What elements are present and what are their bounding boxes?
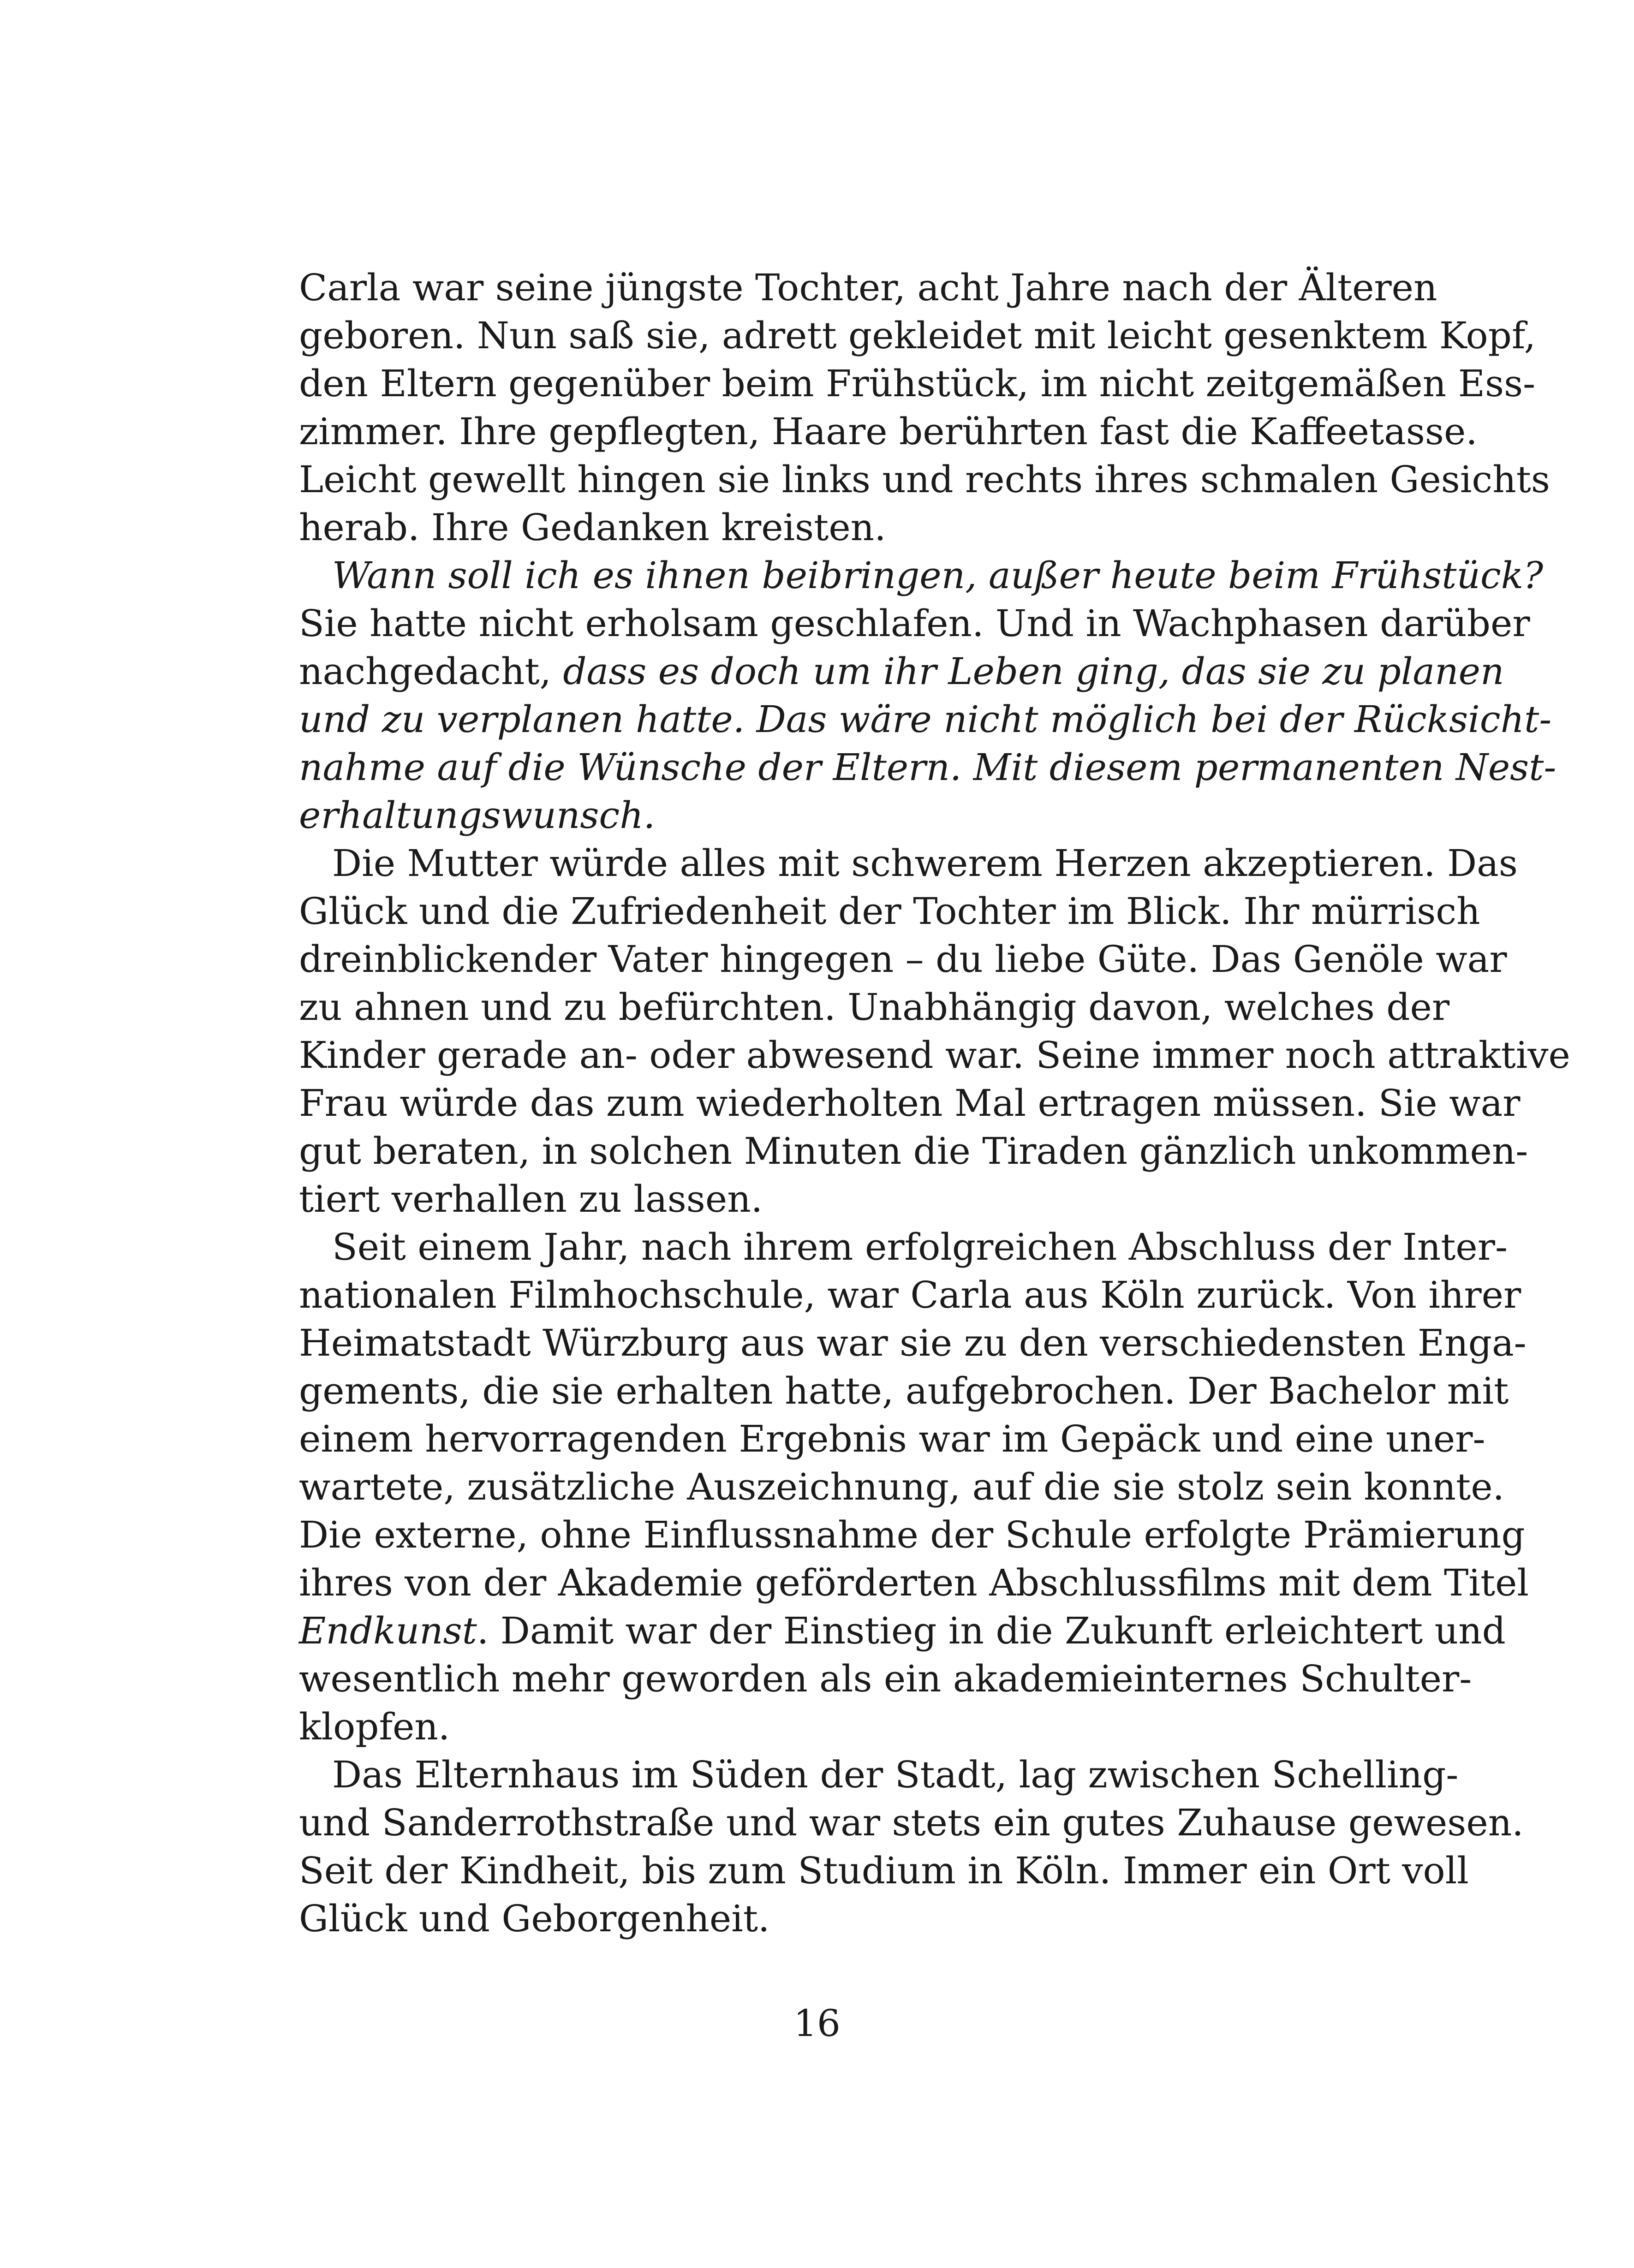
text-segment: geboren. Nun saß sie, adrett gekleidet mit leicht gesenktem Kopf, <box>299 314 1536 357</box>
text-segment: den Eltern gegenüber beim Frühstück, im nicht zeitgemäßen Ess- <box>299 362 1536 405</box>
text-segment: Glück und Geborgenheit. <box>299 1897 770 1940</box>
text-segment: und Sanderrothstraße und war stets ein gutes Zuhause gewesen. <box>299 1801 1524 1844</box>
text-line <box>299 264 1437 312</box>
text-line <box>299 648 1504 696</box>
text-segment: Das Elternhaus im Süden der Stadt, lag zwischen Schelling- <box>332 1753 1459 1796</box>
paragraph <box>299 839 1570 1223</box>
text-segment: einem hervorragenden Ergebnis war im Gepäck und eine uner- <box>299 1417 1485 1460</box>
text-line <box>299 456 1550 504</box>
text-line <box>299 1415 1485 1463</box>
text-line <box>299 1751 1459 1799</box>
text-line <box>299 360 1536 408</box>
text-line <box>299 1031 1570 1079</box>
text-segment: gut beraten, in solchen Minuten die Tiraden gänzlich unkommen- <box>299 1130 1528 1173</box>
paragraph <box>299 1751 1524 1943</box>
text-line <box>299 600 1530 648</box>
text-line <box>299 1799 1524 1847</box>
text-segment: Die externe, ohne Einflussnahme der Schule erfolgte Prämierung <box>299 1513 1525 1556</box>
text-segment: tiert verhallen zu lassen. <box>299 1178 763 1220</box>
text-segment: Seit der Kindheit, bis zum Studium in Köln. Immer ein Ort voll <box>299 1849 1469 1892</box>
paragraph <box>299 1223 1529 1751</box>
text-segment: wartete, zusätzliche Auszeichnung, auf die sie stolz sein konnte. <box>299 1465 1504 1508</box>
body-text <box>299 264 1570 1943</box>
text-segment: herab. Ihre Gedanken kreisten. <box>299 506 886 549</box>
text-segment: Kinder gerade an- oder abwesend war. Seine immer noch attraktive <box>299 1034 1570 1077</box>
text-segment: Heimatstadt Würzburg aus war sie zu den verschiedensten Enga- <box>299 1322 1527 1364</box>
text-segment: zu ahnen und zu befürchten. Unabhängig davon, welches der <box>299 986 1450 1029</box>
text-segment: nachgedacht, <box>299 650 563 693</box>
text-line <box>299 1127 1528 1175</box>
text-line <box>299 1175 1415 1223</box>
text-segment: zimmer. Ihre gepflegten, Haare berührten fast die Kaffeetasse. <box>299 410 1478 453</box>
text-segment: gements, die sie erhalten hatte, aufgebrochen. Der Bachelor mit <box>299 1369 1509 1412</box>
text-line <box>299 1319 1527 1367</box>
italic-text: Endkunst <box>299 1609 477 1652</box>
text-segment: nationalen Filmhochschule, war Carla aus Köln zurück. Von ihrer <box>299 1274 1521 1316</box>
text-line <box>299 1607 1506 1655</box>
text-segment: Frau würde das zum wiederholten Mal ertragen müssen. Sie war <box>299 1082 1521 1125</box>
text-line <box>299 744 1556 792</box>
text-segment: ihres von der Akademie geförderten Abschlussfilms mit dem Titel <box>299 1561 1529 1604</box>
page-number: 16 <box>793 2002 841 2045</box>
text-line <box>299 1847 1469 1895</box>
text-segment: klopfen. <box>299 1705 450 1748</box>
italic-text: und zu verplanen hatte. Das wäre nicht möglich bei der Rücksicht- <box>299 698 1552 741</box>
text-line <box>299 792 1415 839</box>
text-line <box>299 1463 1504 1511</box>
text-segment: Seit einem Jahr, nach ihrem erfolgreichen Abschluss der Inter- <box>332 1226 1508 1268</box>
paragraph <box>299 552 1556 839</box>
text-segment: . Damit war der Einstieg in die Zukunft erleichtert und <box>477 1609 1506 1652</box>
text-line <box>299 504 1415 552</box>
text-line <box>299 1703 1415 1751</box>
text-line <box>299 1511 1525 1559</box>
text-line <box>299 1271 1521 1319</box>
italic-text: Wann soll ich es ihnen beibringen, außer heute beim Frühstück? <box>332 554 1544 597</box>
text-line <box>299 983 1450 1031</box>
text-segment: Leicht gewellt hingen sie links und rechts ihres schmalen Gesichts <box>299 458 1550 501</box>
paragraph <box>299 264 1550 552</box>
text-line <box>299 1559 1529 1607</box>
text-line <box>299 935 1507 983</box>
text-line <box>299 552 1544 600</box>
text-line <box>299 1079 1521 1127</box>
text-line <box>299 839 1518 887</box>
italic-text: erhaltungswunsch. <box>299 794 656 837</box>
text-segment: Carla war seine jüngste Tochter, acht Jahre nach der Älteren <box>299 266 1437 309</box>
text-line <box>299 1223 1508 1271</box>
text-line <box>299 696 1552 744</box>
text-segment: wesentlich mehr geworden als ein akademieinternes Schulter- <box>299 1657 1472 1700</box>
text-segment: Glück und die Zufriedenheit der Tochter im Blick. Ihr mürrisch <box>299 890 1480 933</box>
text-segment: Die Mutter würde alles mit schwerem Herzen akzeptieren. Das <box>332 842 1518 885</box>
italic-text: nahme auf die Wünsche der Eltern. Mit diesem permanenten Nest- <box>299 746 1556 789</box>
text-segment: Sie hatte nicht erholsam geschlafen. Und in Wachphasen darüber <box>299 602 1530 645</box>
text-line <box>299 312 1536 360</box>
text-segment: dreinblickender Vater hingegen – du liebe Güte. Das Genöle war <box>299 938 1507 981</box>
text-line <box>299 1895 1415 1943</box>
text-line <box>299 1655 1472 1703</box>
text-line <box>299 887 1480 935</box>
text-line <box>299 408 1478 456</box>
text-line <box>299 1367 1509 1415</box>
italic-text: dass es doch um ihr Leben ging, das sie zu planen <box>563 650 1504 693</box>
